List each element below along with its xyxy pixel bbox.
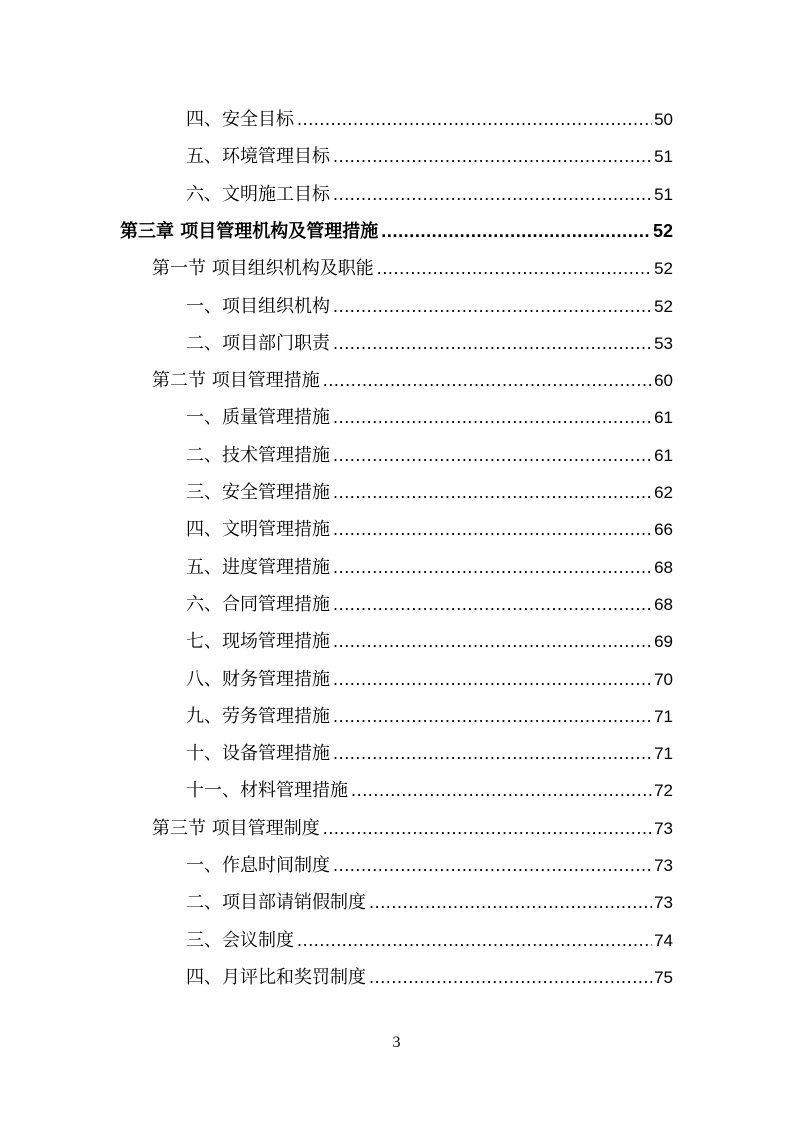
toc-chapter-entry[interactable] bbox=[120, 219, 673, 244]
toc-dot-leader bbox=[333, 443, 652, 467]
toc-entry-page: 75 bbox=[654, 968, 673, 987]
toc-entry-page: 50 bbox=[654, 110, 673, 129]
toc-entry-title: 四、月评比和奖罚制度 bbox=[186, 967, 366, 988]
toc-entry-page: 70 bbox=[654, 670, 673, 689]
toc-entry-title: 二、技术管理措施 bbox=[186, 445, 330, 466]
toc-dot-leader bbox=[369, 890, 652, 914]
toc-entry-page: 71 bbox=[654, 744, 673, 763]
toc-entry-page: 66 bbox=[654, 520, 673, 539]
toc-entry-page: 51 bbox=[654, 185, 673, 204]
toc-item-entry[interactable] bbox=[186, 853, 673, 878]
toc-dot-leader bbox=[333, 480, 652, 504]
toc-entry-page: 52 bbox=[652, 221, 673, 241]
toc-item-entry[interactable] bbox=[186, 405, 673, 430]
toc-item-entry[interactable] bbox=[186, 182, 673, 207]
toc-dot-leader bbox=[381, 219, 651, 243]
toc-item-entry[interactable] bbox=[186, 667, 673, 692]
toc-dot-leader bbox=[297, 928, 652, 952]
toc-dot-leader bbox=[333, 555, 652, 579]
toc-item-entry[interactable] bbox=[186, 555, 673, 580]
toc-entry-title: 六、文明施工目标 bbox=[186, 184, 330, 205]
toc-entry-title: 第一节 项目组织机构及职能 bbox=[152, 258, 374, 279]
toc-item-entry[interactable] bbox=[186, 778, 673, 803]
toc-item-entry[interactable] bbox=[186, 144, 673, 169]
toc-dot-leader bbox=[333, 517, 652, 541]
toc-entry-page: 53 bbox=[654, 334, 673, 353]
toc-entry-title: 三、会议制度 bbox=[186, 930, 294, 951]
toc-dot-leader bbox=[333, 667, 652, 691]
toc-dot-leader bbox=[333, 294, 652, 318]
toc-dot-leader bbox=[333, 853, 652, 877]
toc-dot-leader bbox=[323, 816, 652, 840]
toc-dot-leader bbox=[333, 405, 652, 429]
toc-item-entry[interactable] bbox=[186, 965, 673, 990]
toc-section-entry[interactable] bbox=[152, 256, 673, 281]
toc-entry-title: 四、安全目标 bbox=[186, 109, 294, 130]
toc-entry-page: 61 bbox=[654, 446, 673, 465]
toc-entry-page: 74 bbox=[654, 931, 673, 950]
toc-item-entry[interactable] bbox=[186, 294, 673, 319]
toc-entry-title: 一、质量管理措施 bbox=[186, 407, 330, 428]
toc-entry-title: 五、环境管理目标 bbox=[186, 146, 330, 167]
toc-item-entry[interactable] bbox=[186, 517, 673, 542]
toc-item-entry[interactable] bbox=[186, 443, 673, 468]
toc-dot-leader bbox=[333, 331, 652, 355]
toc-entry-page: 51 bbox=[654, 147, 673, 166]
toc-entry-page: 68 bbox=[654, 558, 673, 577]
toc-entry-title: 二、项目部请销假制度 bbox=[186, 892, 366, 913]
toc-item-entry[interactable] bbox=[186, 107, 673, 132]
toc-entry-title: 十一、材料管理措施 bbox=[186, 780, 348, 801]
toc-entry-title: 八、财务管理措施 bbox=[186, 669, 330, 690]
toc-entry-page: 52 bbox=[654, 259, 673, 278]
toc-entry-page: 52 bbox=[654, 297, 673, 316]
toc-dot-leader bbox=[333, 629, 652, 653]
toc-entry-title: 二、项目部门职责 bbox=[186, 333, 330, 354]
toc-entry-title: 第三章 项目管理机构及管理措施 bbox=[120, 221, 379, 242]
toc-item-entry[interactable] bbox=[186, 480, 673, 505]
toc-dot-leader bbox=[323, 368, 652, 392]
toc-section-entry[interactable] bbox=[152, 816, 673, 841]
toc-entry-page: 71 bbox=[654, 707, 673, 726]
toc-entry-title: 五、进度管理措施 bbox=[186, 557, 330, 578]
toc-entry-page: 69 bbox=[654, 632, 673, 651]
toc-dot-leader bbox=[333, 182, 652, 206]
toc-entry-title: 三、安全管理措施 bbox=[186, 482, 330, 503]
toc-entry-title: 一、项目组织机构 bbox=[186, 296, 330, 317]
toc-entry-title: 十、设备管理措施 bbox=[186, 743, 330, 764]
toc-item-entry[interactable] bbox=[186, 592, 673, 617]
toc-entry-title: 六、合同管理措施 bbox=[186, 594, 330, 615]
toc-section-entry[interactable] bbox=[152, 368, 673, 393]
toc-item-entry[interactable] bbox=[186, 629, 673, 654]
toc-dot-leader bbox=[351, 778, 652, 802]
toc-dot-leader bbox=[333, 741, 652, 765]
toc-dot-leader bbox=[333, 592, 652, 616]
toc-entry-title: 四、文明管理措施 bbox=[186, 519, 330, 540]
toc-dot-leader bbox=[333, 144, 652, 168]
toc-dot-leader bbox=[297, 107, 652, 131]
toc-entry-page: 61 bbox=[654, 408, 673, 427]
toc-dot-leader bbox=[377, 256, 652, 280]
toc-entry-page: 68 bbox=[654, 595, 673, 614]
toc-entry-page: 62 bbox=[654, 483, 673, 502]
toc-entry-title: 七、现场管理措施 bbox=[186, 631, 330, 652]
toc-item-entry[interactable] bbox=[186, 928, 673, 953]
toc-entry-page: 73 bbox=[654, 893, 673, 912]
toc-dot-leader bbox=[369, 965, 652, 989]
toc-item-entry[interactable] bbox=[186, 331, 673, 356]
toc-entry-page: 60 bbox=[654, 371, 673, 390]
toc-item-entry[interactable] bbox=[186, 890, 673, 915]
toc-entry-title: 九、劳务管理措施 bbox=[186, 706, 330, 727]
toc-entry-title: 第二节 项目管理措施 bbox=[152, 370, 320, 391]
toc-entry-page: 73 bbox=[654, 819, 673, 838]
toc-entry-title: 一、作息时间制度 bbox=[186, 855, 330, 876]
toc-entry-title: 第三节 项目管理制度 bbox=[152, 818, 320, 839]
toc-dot-leader bbox=[333, 704, 652, 728]
toc-entry-page: 73 bbox=[654, 856, 673, 875]
toc-item-entry[interactable] bbox=[186, 741, 673, 766]
toc-item-entry[interactable] bbox=[186, 704, 673, 729]
toc-entry-page: 72 bbox=[654, 781, 673, 800]
page-number: 3 bbox=[392, 1034, 401, 1051]
